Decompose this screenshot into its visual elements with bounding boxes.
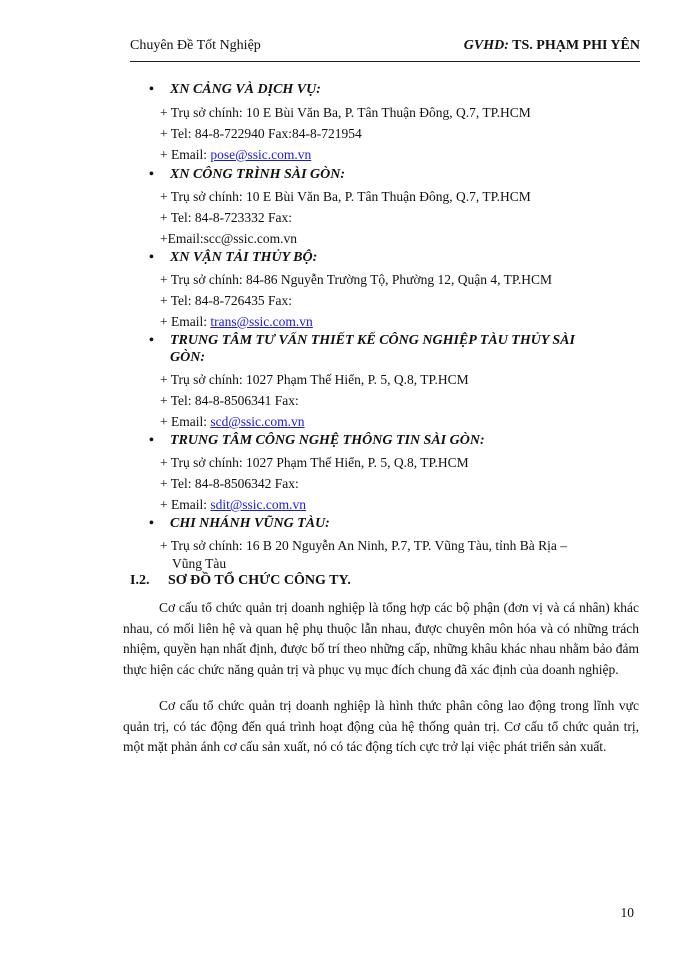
- email-prefix: + Email:: [160, 497, 211, 512]
- entry-address: + Trụ sở chính: 1027 Phạm Thế Hiển, P. 5, Q.8, TP.HCM: [160, 455, 469, 470]
- entry-title-text: CHI NHÁNH VŨNG TÀU:: [170, 516, 330, 531]
- header-course-title: Chuyên Đề Tốt Nghiệp: [130, 38, 261, 53]
- entry-address: + Trụ sở chính: 84-86 Nguyễn Trường Tộ, Phường 12, Quận 4, TP.HCM: [160, 272, 552, 287]
- bullet-icon: •: [149, 433, 154, 448]
- entry-title: [149, 333, 575, 349]
- section-number: I.2.: [130, 573, 150, 588]
- entry-address: + Trụ sở chính: 10 E Bùi Văn Ba, P. Tân Thuận Đông, Q.7, TP.HCM: [160, 105, 531, 120]
- email-link[interactable]: trans@ssic.com.vn: [210, 314, 313, 329]
- page-number: 10: [620, 905, 634, 920]
- header-supervisor-label: GVHD:: [463, 38, 509, 53]
- entry-title-continuation: GÒN:: [170, 350, 205, 365]
- bullet-icon: •: [149, 333, 154, 348]
- bullet-icon: •: [149, 167, 154, 182]
- entry-address: + Trụ sở chính: 16 B 20 Nguyễn An Ninh, P.7, TP. Vũng Tàu, tỉnh Bà Rịa –: [160, 538, 568, 553]
- entry-title-text: XN CÔNG TRÌNH SÀI GÒN:: [170, 167, 346, 182]
- entry-title: [149, 82, 321, 98]
- entry-tel: + Tel: 84-8-722940 Fax:84-8-721954: [160, 126, 362, 141]
- section-heading: [130, 573, 351, 589]
- email-prefix: + Email:: [160, 414, 211, 429]
- entry-email: [160, 497, 306, 513]
- header-supervisor-name: TS. PHẠM PHI YÊN: [512, 38, 640, 53]
- bullet-icon: •: [149, 250, 154, 265]
- entry-email: [160, 147, 311, 163]
- email-link[interactable]: pose@ssic.com.vn: [210, 147, 312, 162]
- entry-tel: + Tel: 84-8-8506342 Fax:: [160, 476, 299, 491]
- entry-title-text: XN VẬN TẢI THỦY BỘ:: [170, 250, 318, 265]
- entry-title: [149, 516, 330, 532]
- entry-email: +Email:scc@ssic.com.vn: [160, 231, 298, 246]
- entry-title: [149, 167, 345, 183]
- header-supervisor: [464, 38, 640, 54]
- email-link[interactable]: sdit@ssic.com.vn: [210, 497, 307, 512]
- entry-tel: + Tel: 84-8-8506341 Fax:: [160, 393, 299, 408]
- entry-title: [149, 433, 485, 449]
- email-link[interactable]: scd@ssic.com.vn: [210, 414, 305, 429]
- entry-address: + Trụ sở chính: 10 E Bùi Văn Ba, P. Tân Thuận Đông, Q.7, TP.HCM: [160, 189, 531, 204]
- entry-email: [160, 414, 305, 430]
- paragraph-text: Cơ cấu tổ chức quản trị doanh nghiệp là tổng hợp các bộ phận (đơn vị và cá nhân) khác nhau, có mối liên hệ và quan hệ phụ thuộc lẫn nhau, được chuyên môn hóa và có những trách nhiệm, quyền hạn nhất định, được bố trí theo những cấp, những khâu khác nhau nhằm bảo đảm thực hiện các chức năng quản trị và phục vụ mục đích chung đã xác định của doanh nghiệp.: [123, 600, 639, 678]
- page-header: [130, 38, 640, 60]
- header-divider: [130, 61, 640, 62]
- body-paragraph: [123, 696, 639, 758]
- entry-tel: + Tel: 84-8-726435 Fax:: [160, 293, 293, 308]
- bullet-icon: •: [149, 516, 154, 531]
- entry-title: [149, 250, 317, 266]
- entry-address-continuation: Vũng Tàu: [172, 556, 227, 571]
- entry-address: + Trụ sở chính: 1027 Phạm Thế Hiển, P. 5, Q.8, TP.HCM: [160, 372, 469, 387]
- body-paragraph: [123, 598, 639, 681]
- entry-title-text: TRUNG TÂM TƯ VẤN THIẾT KẾ CÔNG NGHIỆP TÀU THỦY SÀI: [170, 333, 575, 348]
- paragraph-text: Cơ cấu tổ chức quản trị doanh nghiệp là hình thức phân công lao động trong lĩnh vực quản trị, có tác động đến quá trình hoạt động của hệ thống quản trị. Cơ cấu tổ chức quản trị, một mặt phản ánh cơ cấu sản xuất, nó có tác động tích cực trở lại việc phát triển sản xuất.: [123, 698, 639, 755]
- entry-tel: + Tel: 84-8-723332 Fax:: [160, 210, 293, 225]
- email-prefix: + Email:: [160, 147, 211, 162]
- bullet-icon: •: [149, 82, 154, 97]
- section-title: SƠ ĐỒ TỔ CHỨC CÔNG TY.: [168, 573, 351, 588]
- entry-email: [160, 314, 313, 330]
- email-prefix: + Email:: [160, 314, 211, 329]
- entry-title-text: XN CẢNG VÀ DỊCH VỤ:: [170, 82, 321, 97]
- entry-title-text: TRUNG TÂM CÔNG NGHỆ THÔNG TIN SÀI GÒN:: [170, 433, 485, 448]
